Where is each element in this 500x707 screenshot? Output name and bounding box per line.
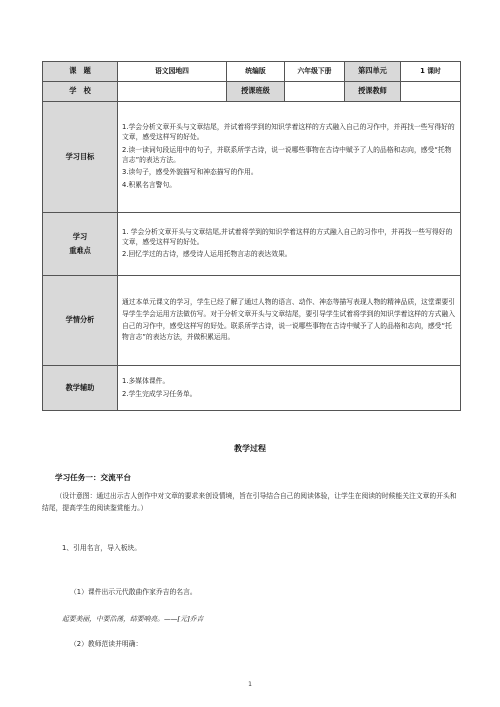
step1-2: （2）教师范读并明确： xyxy=(70,640,143,648)
process-title: 教学过程 xyxy=(234,444,266,453)
qiao-ji-quote: 起要美丽，中要浩荡，结要响亮。——[元]乔吉 xyxy=(62,615,204,623)
page-number: 1 xyxy=(248,681,252,688)
task1-heading: 学习任务一：交流平台 xyxy=(55,473,131,482)
focus-row xyxy=(43,213,461,276)
analysis-content xyxy=(118,276,461,366)
grade-value: 六年级下册 xyxy=(285,62,345,82)
course-label: 课 题 xyxy=(43,62,118,82)
objective-item: 3.读句子，感受外貌描写和神态描写的作用。 xyxy=(122,168,258,177)
objectives-row xyxy=(43,102,461,213)
school-value xyxy=(118,82,227,102)
objectives-label: 学习目标 xyxy=(43,102,118,213)
focus-label-line2: 重难点 xyxy=(69,246,91,255)
aids-label: 教学辅助 xyxy=(43,366,118,411)
course-row xyxy=(43,62,461,82)
focus-content xyxy=(118,213,461,276)
lesson-info-table xyxy=(42,61,461,411)
hours-value: 1 课时 xyxy=(401,62,461,82)
course-value: 语文园地四 xyxy=(118,62,227,82)
edition-value: 统编版 xyxy=(227,62,285,82)
step1: 1、引用名言，导入板块。 xyxy=(62,544,142,552)
focus-item: 1. 学会分析文章开头与文章结尾,并试着将学到的知识学着这样的方式融入自己的习作中，并再找一些写得好的文章，感受这样写的好处。 xyxy=(122,227,453,246)
focus-label-line1: 学习 xyxy=(72,231,88,241)
focus-label xyxy=(43,213,118,276)
school-label: 学 校 xyxy=(43,82,118,102)
analysis-row xyxy=(43,276,461,366)
objective-item: 1.学会分析文章开头与文章结尾，并试着将学到的知识学着这样的方式融入自己的习作中，并再找一些写得好的文章，感受这样写的好处。 xyxy=(122,122,455,141)
objectives-content xyxy=(118,102,461,213)
teacher-label: 授课教师 xyxy=(345,82,401,102)
class-value xyxy=(285,82,345,102)
school-row xyxy=(43,82,461,102)
aid-item: 2.学生完成学习任务单。 xyxy=(122,389,197,398)
objective-item: 4.积累名言警句。 xyxy=(122,181,177,190)
analysis-label: 学情分析 xyxy=(43,276,118,366)
step1-1: （1）课件出示元代散曲作家乔吉的名言。 xyxy=(70,588,197,596)
aids-row xyxy=(43,366,461,411)
unit-value: 第四单元 xyxy=(345,62,401,82)
focus-item: 2.回忆学过的古诗，感受诗人运用托物言志的表达效果。 xyxy=(122,250,292,259)
objective-item: 2.读一读词句段运用中的句子，并联系所学古诗，说一说哪些事物在古诗中赋予了人的品格和志向，感受“托物言志”的表达方法。 xyxy=(122,145,452,164)
class-label: 授课班级 xyxy=(227,82,285,102)
analysis-text: 通过本单元课文的学习，学生已经了解了通过人物的语言、动作、神态等描写表现人物的精神品质，这堂课要引导学生学会运用方法做仿写。对于分析文章开头与文章结尾，要引导学生试着将学到的知识学着这样的方式融入自己的习作中，感受这样写的好处。联系所学古诗，说一说哪些事物在古诗中赋予了人的品格和志向，感受“托物言志”的表达方法，并做积累运用。 xyxy=(122,298,456,342)
design-intent: （设计意图：通过出示古人创作中对文章的要求来创设情境，旨在引导结合自己的阅读体验，让学生在阅读的时候能关注文章的开头和结尾，提高学生的阅读鉴赏能力。） xyxy=(42,492,457,513)
aids-content xyxy=(118,366,461,411)
teacher-value xyxy=(401,82,461,102)
aid-item: 1.多媒体课件。 xyxy=(122,376,170,385)
